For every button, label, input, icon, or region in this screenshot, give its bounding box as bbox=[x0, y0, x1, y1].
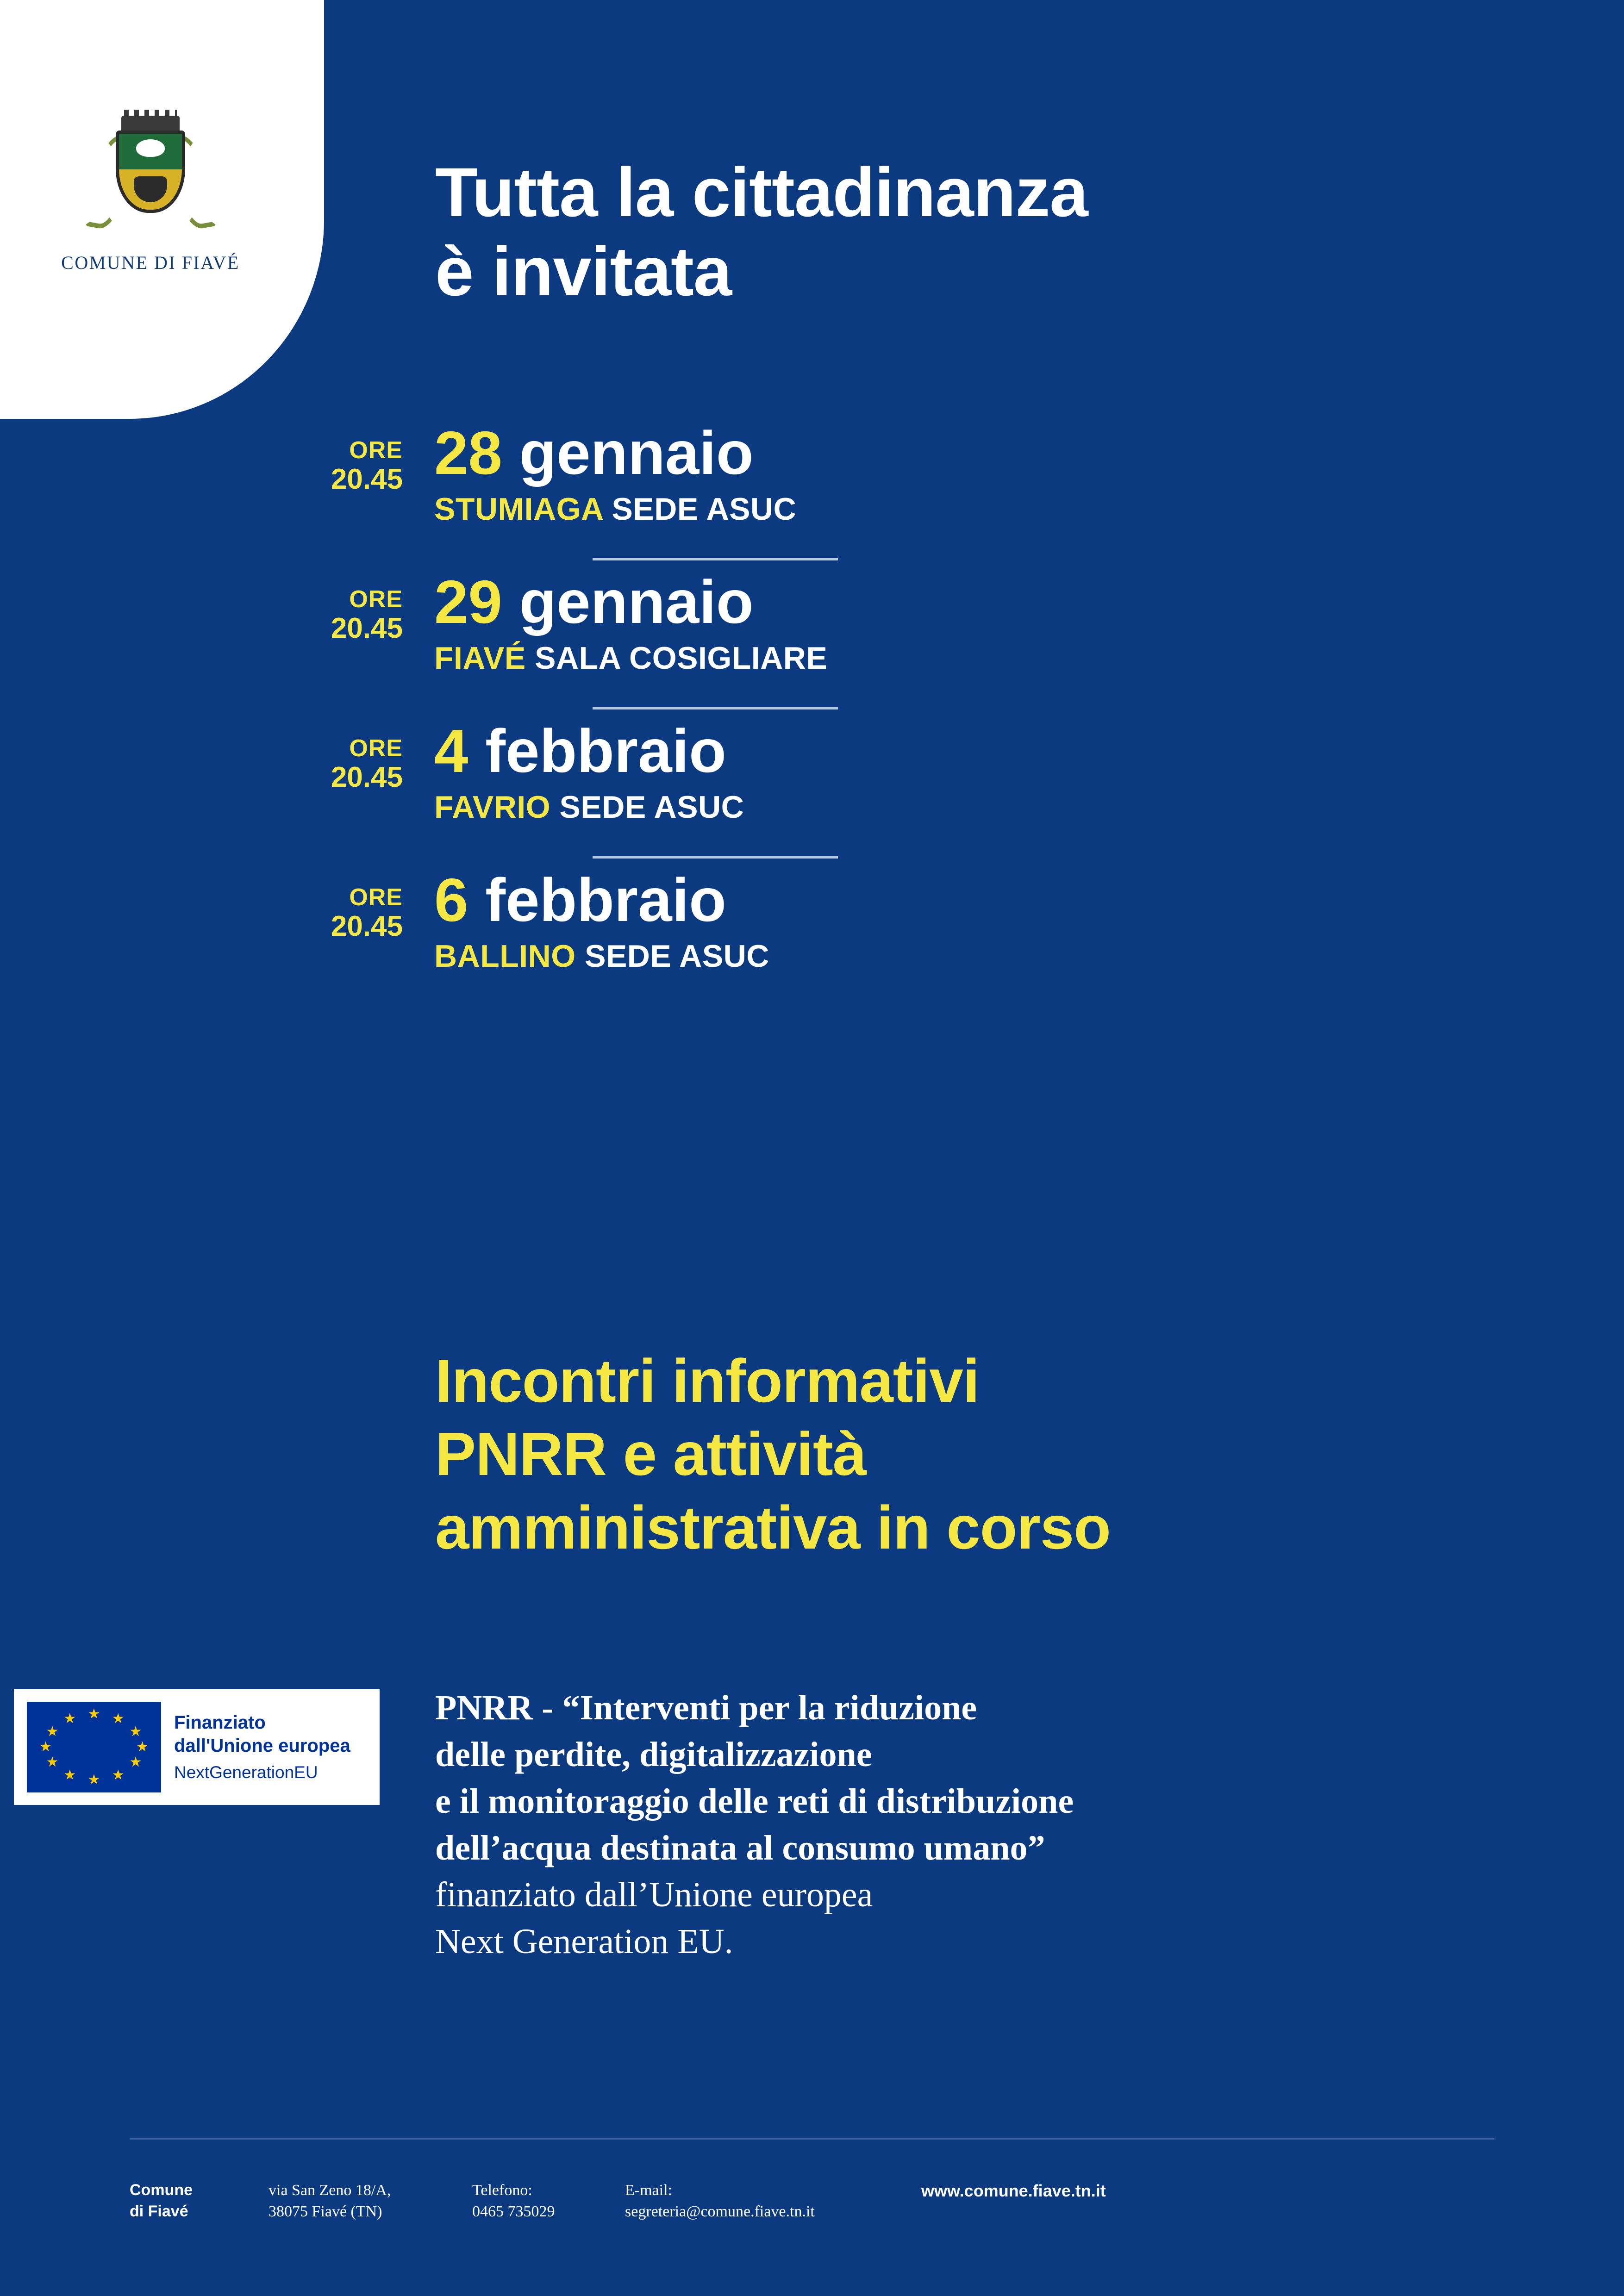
event-ore-label: ORE bbox=[349, 586, 403, 613]
event-details bbox=[434, 568, 827, 676]
municipal-crest-icon bbox=[89, 106, 212, 245]
flower-icon bbox=[136, 139, 165, 157]
event-location bbox=[434, 789, 744, 825]
event-divider bbox=[593, 856, 838, 859]
footer-address bbox=[269, 2180, 472, 2222]
section-title-line-1: Incontri informativi bbox=[435, 1347, 980, 1415]
footer-phone-value: 0465 735029 bbox=[472, 2203, 555, 2220]
event-date bbox=[434, 717, 744, 785]
footer-email bbox=[625, 2180, 921, 2222]
footer-address-line-1: via San Zeno 18/A, bbox=[269, 2182, 391, 2199]
eu-flag-icon: ★ ★ ★ ★ ★ ★ ★ ★ ★ ★ ★ ★ bbox=[27, 1702, 161, 1792]
event-ore-label: ORE bbox=[349, 735, 403, 762]
footer-address-line-2: 38075 Fiavé (TN) bbox=[269, 2203, 382, 2220]
eu-badge-line-1: Finanziato bbox=[174, 1712, 266, 1733]
footer-phone-label: Telefono: bbox=[472, 2182, 532, 2199]
description-strong-line-3: e il monitoraggio delle reti di distribuzione bbox=[435, 1782, 1074, 1821]
event-time-value: 20.45 bbox=[331, 910, 403, 942]
footer-email-value[interactable]: segreteria@comune.fiave.tn.it bbox=[625, 2203, 815, 2220]
event-details bbox=[434, 717, 744, 825]
event-month: gennaio bbox=[519, 419, 754, 487]
event-venue: SEDE ASUC bbox=[612, 491, 797, 527]
section-title-line-2: PNRR e attività bbox=[435, 1420, 867, 1488]
event-month: gennaio bbox=[519, 568, 754, 636]
event-time bbox=[287, 587, 403, 643]
event-day: 29 bbox=[434, 568, 502, 636]
page-title bbox=[435, 153, 1500, 311]
event-time-value: 20.45 bbox=[331, 612, 403, 644]
footer-email-label: E-mail: bbox=[625, 2182, 672, 2199]
footer-divider bbox=[130, 2138, 1494, 2140]
event-date bbox=[434, 419, 796, 487]
event-location bbox=[434, 491, 796, 527]
event-location bbox=[434, 640, 827, 676]
event-venue: SEDE ASUC bbox=[585, 938, 769, 974]
event-day: 6 bbox=[434, 866, 468, 934]
shield-icon bbox=[116, 131, 185, 213]
footer-organization bbox=[130, 2180, 269, 2222]
event-ore-label: ORE bbox=[349, 884, 403, 911]
event-time bbox=[287, 438, 403, 494]
section-title-line-3: amministrativa in corso bbox=[435, 1493, 1111, 1562]
event-day: 4 bbox=[434, 717, 468, 785]
event-ore-label: ORE bbox=[349, 437, 403, 464]
event-venue: SALA COSIGLIARE bbox=[535, 640, 828, 676]
event-date bbox=[434, 866, 769, 934]
event-details bbox=[434, 866, 769, 974]
footer-organization-line-2: di Fiavé bbox=[130, 2202, 188, 2220]
event-time bbox=[287, 885, 403, 941]
logo-blob bbox=[0, 0, 324, 419]
footer bbox=[130, 2180, 1555, 2222]
event-details bbox=[434, 419, 796, 527]
footer-organization-line-1: Comune bbox=[130, 2181, 193, 2199]
eu-badge-line-3: NextGenerationEU bbox=[174, 1762, 318, 1782]
eu-badge-text bbox=[174, 1711, 350, 1783]
event-item bbox=[287, 866, 1491, 1015]
description-strong-line-1: PNRR - “Interventi per la riduzione bbox=[435, 1688, 977, 1727]
event-time-value: 20.45 bbox=[331, 761, 403, 793]
section-title bbox=[435, 1344, 1523, 1564]
event-time bbox=[287, 736, 403, 792]
event-divider bbox=[593, 707, 838, 709]
description-strong-line-2: delle perdite, digitalizzazione bbox=[435, 1735, 872, 1774]
description-normal-line-2: Next Generation EU. bbox=[435, 1922, 733, 1961]
footer-website[interactable]: www.comune.fiave.tn.it bbox=[921, 2181, 1106, 2200]
vase-icon bbox=[134, 176, 167, 202]
eu-badge-line-2: dall'Unione europea bbox=[174, 1735, 350, 1756]
description-normal-line-1: finanziato dall’Unione europea bbox=[435, 1875, 873, 1915]
event-time-value: 20.45 bbox=[331, 463, 403, 495]
event-venue: SEDE ASUC bbox=[559, 789, 744, 825]
footer-phone bbox=[472, 2180, 625, 2222]
eu-funding-badge bbox=[14, 1689, 380, 1805]
event-divider bbox=[593, 558, 838, 560]
event-day: 28 bbox=[434, 419, 502, 487]
event-month: febbraio bbox=[485, 717, 726, 785]
event-town: STUMIAGA bbox=[434, 491, 603, 527]
events-list bbox=[287, 419, 1491, 1015]
municipality-logo bbox=[53, 106, 248, 274]
event-item bbox=[287, 717, 1491, 866]
project-description bbox=[435, 1685, 1546, 1965]
event-town: BALLINO bbox=[434, 938, 576, 974]
event-item bbox=[287, 419, 1491, 568]
headline-line-2: è invitata bbox=[435, 232, 732, 310]
logo-caption: COMUNE DI FIAVÉ bbox=[61, 252, 240, 273]
event-town: FAVRIO bbox=[434, 789, 551, 825]
event-town: FIAVÉ bbox=[434, 640, 526, 676]
event-item bbox=[287, 568, 1491, 717]
event-location bbox=[434, 938, 769, 974]
event-month: febbraio bbox=[485, 866, 726, 934]
description-strong-line-4: dell’acqua destinata al consumo umano” bbox=[435, 1829, 1045, 1868]
headline-line-1: Tutta la cittadinanza bbox=[435, 153, 1088, 231]
event-date bbox=[434, 568, 827, 636]
